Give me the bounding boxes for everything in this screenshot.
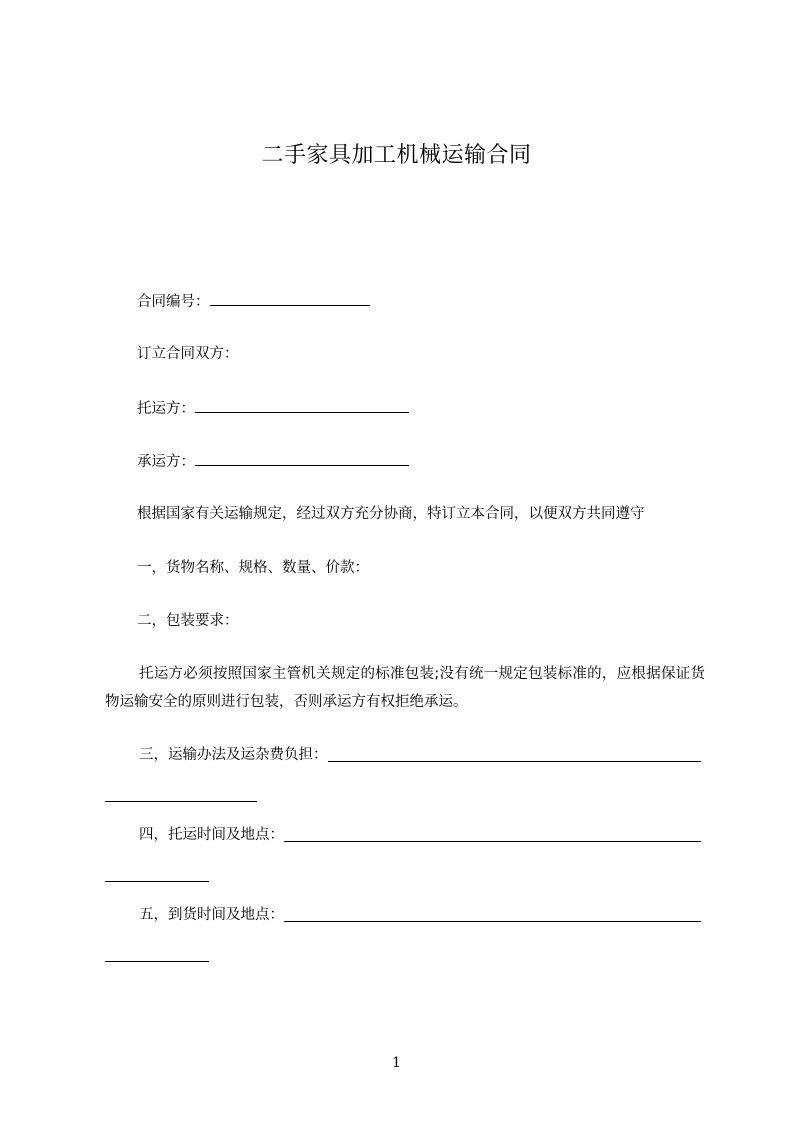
document-title: 二手家具加工机械运输合同 <box>261 143 532 168</box>
clause-3-row <box>105 745 701 802</box>
carrier-row <box>137 451 409 472</box>
clause-1-heading: 一，货物名称、规格、数量、价款： <box>137 560 369 576</box>
clause-5-blank-continuation <box>105 947 209 962</box>
clause-5-row <box>105 905 701 962</box>
clause-2-heading: 二，包装要求： <box>137 613 239 629</box>
shipper-label: 托运方： <box>137 401 195 417</box>
clause-4-row <box>105 825 701 882</box>
clause-4-blank <box>284 827 701 842</box>
clause-3-blank <box>328 747 702 762</box>
clause-4-blank-continuation <box>105 867 209 882</box>
page-number: 1 <box>392 1055 401 1071</box>
parties-label: 订立合同双方： <box>137 346 239 362</box>
carrier-label: 承运方： <box>137 454 195 470</box>
clause-3-heading: 三，运输办法及运杂费负担： <box>139 747 328 763</box>
carrier-blank <box>195 451 409 466</box>
shipper-blank <box>195 398 409 413</box>
shipper-row <box>137 398 409 419</box>
preamble-text: 根据国家有关运输规定，经过双方充分协商，特订立本合同，以便双方共同遵守 <box>137 506 645 522</box>
contract-number-blank <box>210 291 370 306</box>
contract-number-label: 合同编号： <box>137 294 210 310</box>
clause-5-blank <box>284 907 701 922</box>
clause-3-blank-continuation <box>105 787 257 802</box>
contract-number-row <box>137 291 370 312</box>
packaging-paragraph: 托运方必须按照国家主管机关规定的标准包装;没有统一规定包装标准的，应根据保证货物运输安全的原则进行包装，否则承运方有权拒绝承运。 <box>105 666 705 710</box>
clause-5-heading: 五，到货时间及地点： <box>139 907 284 923</box>
clause-4-heading: 四，托运时间及地点： <box>139 827 284 843</box>
